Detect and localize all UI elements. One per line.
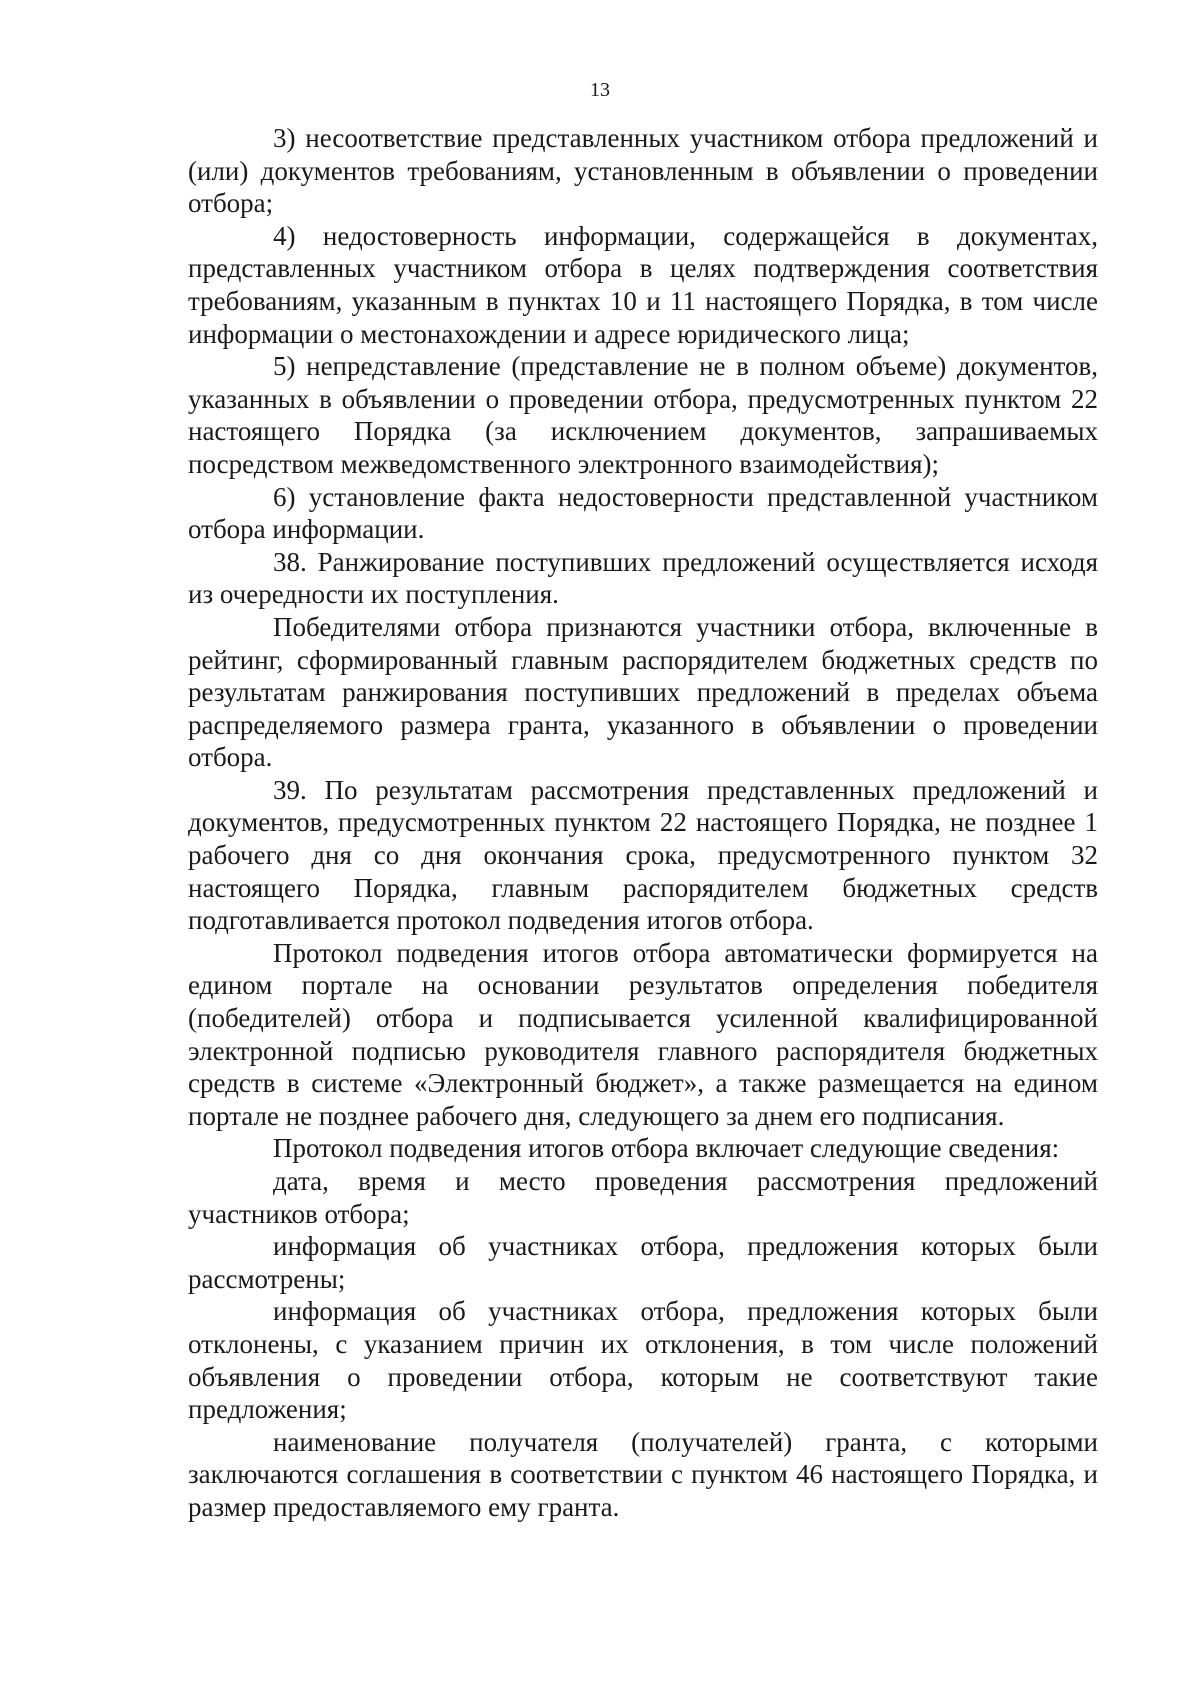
paragraph-clause-39: 39. По результатам рассмотрения представленных предложений и документов, предусмотренных пунктом 22 настоящего Порядка, не позднее 1 рабочего дня со дня окончания срока, предусмотренного пунктом 32 настоящего Порядка, главным распорядителем бюджетных средств подготавливается протокол подведения итогов отбора. (188, 774, 1098, 936)
paragraph-clause-38: 38. Ранжирование поступивших предложений осуществляется исходя из очередности их поступления. (188, 546, 1098, 610)
paragraph-protocol-contents: Протокол подведения итогов отбора включает следующие сведения: (273, 1133, 1060, 1164)
page-number: 13 (590, 79, 610, 101)
paragraph-item-4: 4) недостоверность информации, содержащейся в документах, представленных участником отбора в целях подтверждения соответствия требованиям, указанным в пунктах 10 и 11 настоящего Порядка, в том числе информации о местонахождении и адресе юридического лица; (188, 220, 1098, 349)
paragraph-protocol-portal: Протокол подведения итогов отбора автоматически формируется на едином портале на основании результатов определения победителя (победителей) отбора и подписывается усиленной квалифицированной электронной подписью руководителя главного распорядителя бюджетных средств в системе «Электронный бюджет», а также размещается на едином портале не позднее рабочего дня, следующего за днем его подписания. (188, 937, 1098, 1131)
paragraph-item-5: 5) непредставление (представление не в полном объеме) документов, указанных в объявлении о проведении отбора, предусмотренных пунктом 22 настоящего Порядка (за исключением документов, запрашиваемых посредством межведомственного электронного взаимодействия); (188, 351, 1098, 479)
list-item-grant-recipients: наименование получателя (получателей) гранта, с которыми заключаются соглашения в соответствии с пунктом 46 настоящего Порядка, и размер предоставляемого ему гранта. (188, 1426, 1098, 1522)
paragraph-item-6: 6) установление факта недостоверности представленной участником отбора информации. (188, 481, 1098, 545)
list-item-reviewed-participants: информация об участниках отбора, предложения которых были рассмотрены; (188, 1231, 1098, 1294)
list-item-date-time-place: дата, время и место проведения рассмотрения предложений участников отбора; (188, 1166, 1098, 1229)
list-item-rejected-participants: информация об участниках отбора, предложения которых были отклонены, с указанием причин их отклонения, в том числе положений объявления о проведении отбора, которым не соответствуют такие предложения; (188, 1296, 1098, 1425)
paragraph-item-3: 3) несоответствие представленных участником отбора предложений и (или) документов требованиям, установленным в объявлении о проведении отбора; (188, 123, 1098, 219)
document-body (188, 122, 1098, 1524)
paragraph-winners: Победителями отбора признаются участники отбора, включенные в рейтинг, сформированный главным распорядителем бюджетных средств по результатам ранжирования поступивших предложений в пределах объема распределяемого размера гранта, указанного в объявлении о проведении отбора. (188, 611, 1098, 773)
